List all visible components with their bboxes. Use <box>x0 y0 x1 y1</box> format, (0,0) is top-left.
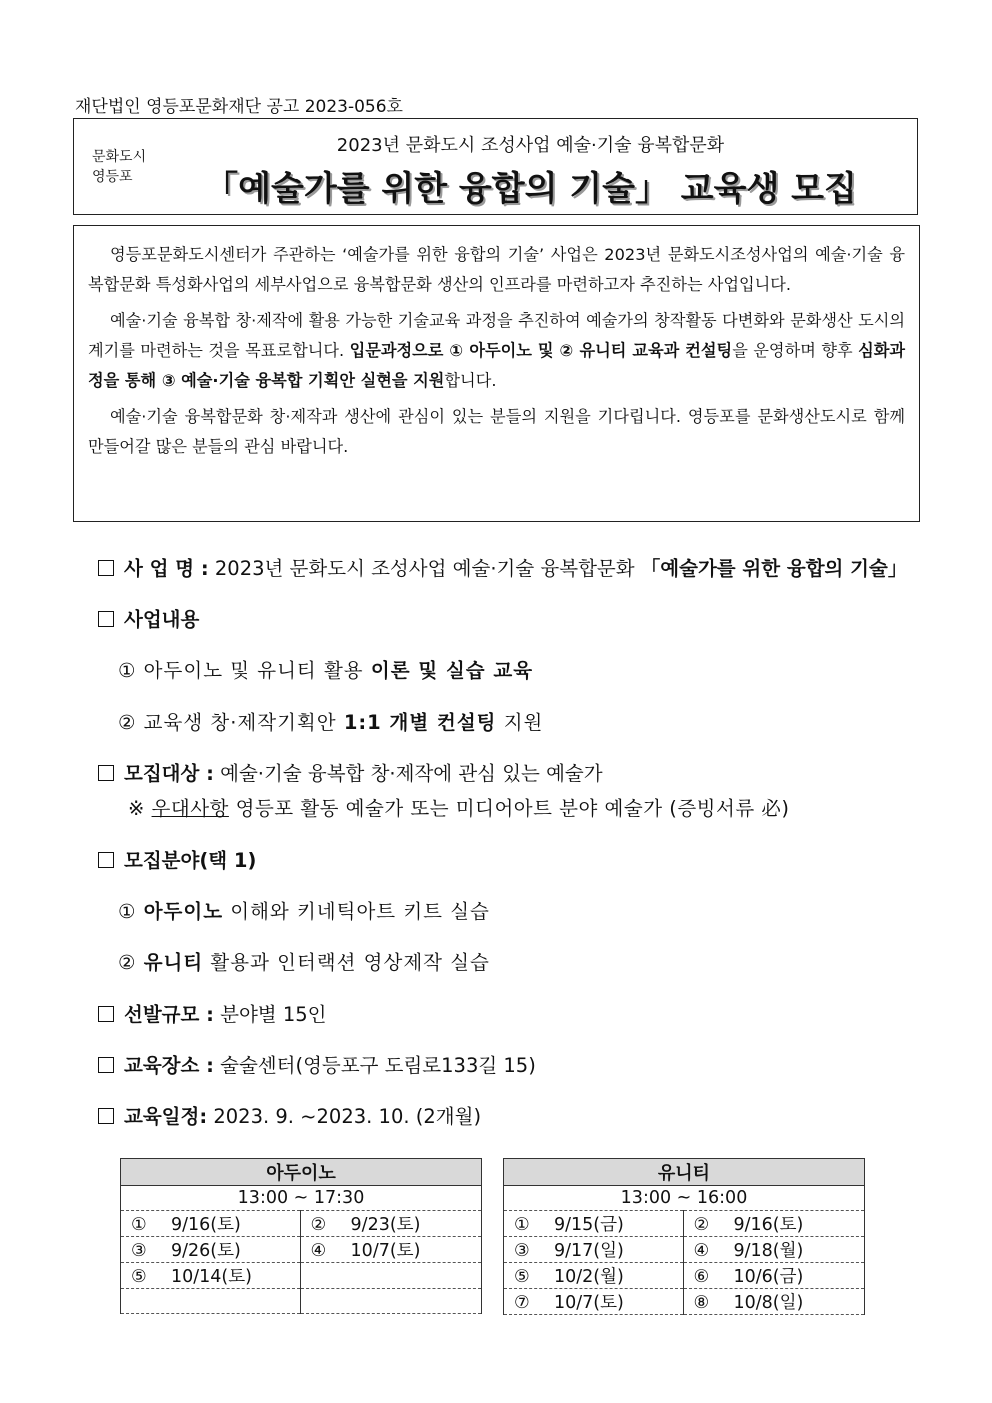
list-item: ② 유니티 활용과 인터랙션 영상제작 실습 <box>118 951 490 974</box>
list-item: ② 교육생 창·제작기획안 1:1 개별 컨설팅 지원 <box>118 711 544 734</box>
table-row: ③ 9/17(일) ④ 9/18(월) <box>504 1237 865 1263</box>
section-label: 교육장소 : <box>124 1054 214 1077</box>
preference-note: ※ 우대사항 영등포 활동 예술가 또는 미디어아트 분야 예술가 (증빙서류 必) <box>128 797 790 820</box>
section-label: 모집분야(택 1) <box>124 849 257 872</box>
section-contents <box>98 604 199 632</box>
list-item: ① 아두이노 이해와 키네틱아트 키트 실습 <box>118 900 490 923</box>
table-row: ① 9/16(토) ② 9/23(토) <box>121 1211 482 1237</box>
section-venue: 교육장소 : 술술센터(영등포구 도림로133길 15) <box>98 1050 536 1078</box>
section-label: 사 업 명 : <box>124 557 209 580</box>
notice-number: 재단법인 영등포문화재단 공고 2023-056호 <box>75 97 403 117</box>
table-row: ⑤ 10/14(토) <box>121 1263 482 1289</box>
list-item: ① 아두이노 및 유니티 활용 이론 및 실습 교육 <box>118 659 534 682</box>
checkbox-square-icon <box>98 765 114 781</box>
section-label: 사업내용 <box>124 608 200 631</box>
header-box <box>73 118 918 215</box>
checkbox-square-icon <box>98 560 114 576</box>
table-row: ⑤ 10/2(월) ⑥ 10/6(금) <box>504 1263 865 1289</box>
table-time: 13:00 ~ 16:00 <box>504 1186 865 1211</box>
checkbox-square-icon <box>98 852 114 868</box>
section-fields <box>98 845 256 873</box>
checkbox-square-icon <box>98 611 114 627</box>
intro-box <box>73 225 920 522</box>
table-row: ③ 9/26(토) ④ 10/7(토) <box>121 1237 482 1263</box>
unity-schedule-table <box>503 1158 865 1315</box>
intro-paragraph-1: 영등포문화도시센터가 주관하는 ‘예술가를 위한 융합의 기술’ 사업은 2023년 문화도시조성사업의 예술·기술 융복합문화 특성화사업의 세부사업으로 융복합문화 생산의 인프라를 마련하고자 추진하는 사업입니다. <box>88 245 905 294</box>
logo-line: 문화도시 <box>92 149 147 165</box>
section-label: 모집대상 : <box>124 762 214 785</box>
header-subtitle: 2023년 문화도시 조성사업 예술·기술 융복합문화 <box>336 135 725 156</box>
table-row: ① 9/15(금) ② 9/16(토) <box>504 1211 865 1237</box>
section-label: 선발규모 : <box>124 1003 214 1026</box>
intro-paragraph-3: 예술·기술 융복합문화 창·제작과 생산에 관심이 있는 분들의 지원을 기다립니다. 영등포를 문화생산도시로 함께 만들어갈 많은 분들의 관심 바랍니다. <box>88 407 905 456</box>
section-period: 교육일정: 2023. 9. ~2023. 10. (2개월) <box>98 1101 481 1129</box>
checkbox-square-icon <box>98 1057 114 1073</box>
page-title: 「예술가를 위한 융합의 기술」 교육생 모집 <box>204 169 857 209</box>
table-title: 아두이노 <box>121 1159 482 1186</box>
intro-paragraph-2: 예술·기술 융복합 창·제작에 활용 가능한 기술교육 과정을 추진하여 예술가의 창작활동 다변화와 문화생산 도시의 계기를 마련하는 것을 목표로합니다. 입문과정으로 ① 아두이노 및 ② 유니티 교육과 컨설팅을 운영하며 향후 심화과정을 통해 ③ 예술·기술 융복합 기획안 실현을 지원합니다. <box>88 311 905 390</box>
table-title: 유니티 <box>504 1159 865 1186</box>
arduino-schedule-table <box>120 1158 482 1314</box>
section-project-name: 사 업 명 : 2023년 문화도시 조성사업 예술·기술 융복합문화 「예술가를 위한 융합의 기술」 <box>98 553 907 581</box>
table-row: ⑦ 10/7(토) ⑧ 10/8(일) <box>504 1289 865 1315</box>
checkbox-square-icon <box>98 1006 114 1022</box>
table-row <box>121 1289 482 1314</box>
section-target: 모집대상 : 예술·기술 융복합 창·제작에 관심 있는 예술가 <box>98 758 603 786</box>
checkbox-square-icon <box>98 1108 114 1124</box>
section-label: 교육일정: <box>124 1105 208 1128</box>
section-scale: 선발규모 : 분야별 15인 <box>98 999 327 1027</box>
logo-line: 영등포 <box>92 169 133 185</box>
table-time: 13:00 ~ 17:30 <box>121 1186 482 1211</box>
